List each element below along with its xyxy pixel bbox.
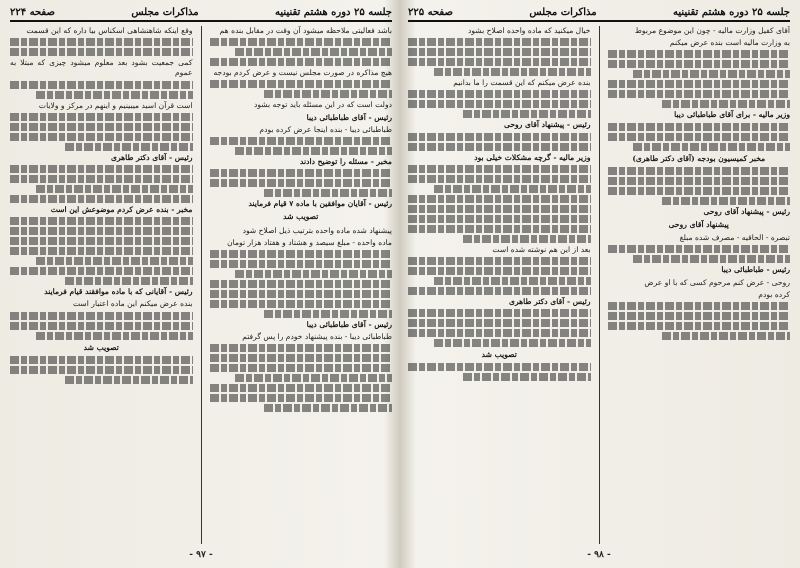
right-title: مذاکرات مجلس <box>529 6 597 18</box>
text-line: روحی - عرض کنم مرحوم کسی که با او عرض <box>644 277 790 287</box>
text-line: کرده بودم <box>758 289 790 299</box>
text-line: خیال میکنید که ماده واحده اصلاح بشود <box>468 26 591 35</box>
text-line: تبصره - الحاقیه - مصرف شده مبلغ <box>679 233 790 243</box>
speaker-line: رئیس - طباطبائی دیبا <box>721 265 790 275</box>
text-line: طباطبائی دیبا - بنده اینجا عرض کرده بودم <box>259 124 392 134</box>
vote-result: تصویب شد <box>481 350 517 360</box>
text-line: کمی جمعیت بشود بعد معلوم میشود چیزی که مبتلا به عموم <box>10 58 193 78</box>
right-page-columns <box>408 26 790 544</box>
right-page-column-left <box>408 26 591 544</box>
right-page-column-right <box>608 26 791 544</box>
left-page-column-right <box>210 26 393 544</box>
speaker-line: وزیر مالیه - برای آقای طباطبائی دیبا <box>674 110 790 120</box>
vote-result: تصویب شد <box>283 212 319 222</box>
left-page <box>4 4 398 564</box>
text-line: ماده واحده - مبلغ سیصد و هشتاد و هفتاد هزار تومان <box>227 237 392 247</box>
speaker-line: رئیس - پیشنهاد آقای روحی <box>503 120 591 130</box>
right-page <box>402 4 796 564</box>
text-line: دولت است که در این مسئله باید توجه بشود <box>253 100 392 110</box>
speaker-line: رئیس - آقای طباطبائی دیبا <box>306 112 392 122</box>
left-page-label: صفحه ۲۲۴ <box>10 6 55 18</box>
speaker-line: مخبر - مسئله را توضیح دادند <box>300 157 392 167</box>
left-page-header <box>10 4 392 22</box>
speaker-line: رئیس - آقایان موافقین با ماده ۷ قیام فرمایند <box>248 199 392 209</box>
speaker-line: رئیس - آقای دکتر طاهری <box>111 152 193 162</box>
text-line: بعد از این هم نوشته شده است <box>492 244 591 254</box>
text-line: است قرآن اسید میبینیم و اینهم در مرکز و ولایات <box>38 100 193 110</box>
vote-result: تصویب شد <box>83 342 119 352</box>
text-line: باشد فعالیتی ملاحظه میشود آن وقت در مقابل بنده هم <box>219 26 392 35</box>
text-line: بنده عرض میکنم این ماده اعتبار است <box>72 299 193 309</box>
section-heading: مخبر کمیسیون بودجه (آقای دکتر طاهری) <box>632 153 766 163</box>
text-line: آقای کفیل وزارت مالیه - چون این موضوع مربوط <box>634 26 790 35</box>
left-title: مذاکرات مجلس <box>131 6 199 18</box>
text-line: طباطبائی دیبا - بنده پیشنهاد خودم را پس گرفتم <box>242 332 392 342</box>
right-page-number: - ۹۸ - <box>587 550 611 560</box>
section-heading: پیشنهاد آقای روحی <box>668 220 729 230</box>
right-session-label: جلسه ۲۵ دوره هشتم تقنینیه <box>673 6 790 18</box>
speaker-line: وزیر مالیه - گرچه مشکلات خیلی بود <box>474 152 591 162</box>
right-page-label: صفحه ۲۲۵ <box>408 6 453 18</box>
text-line: وقع اینکه شاهنشاهی اسکناس بیا داره که این قسمت <box>26 26 193 35</box>
speaker-line: رئیس - آقای طباطبائی دیبا <box>306 320 392 330</box>
speaker-line: رئیس - آقای دکتر طاهری <box>509 297 591 307</box>
speaker-line: رئیس - آقایانی که با ماده موافقند قیام فرمایند <box>44 287 193 297</box>
text-line: هیچ مذاکره در صورت مجلس نیست و عرض کردم بودجه <box>213 68 392 78</box>
text-line: پیشنهاد شده ماده واحده بترتیب ذیل اصلاح شود <box>242 225 392 235</box>
column-divider <box>201 26 202 544</box>
speaker-line: رئیس - پیشنهاد آقای روحی <box>703 206 790 216</box>
text-line: به وزارت مالیه است بنده عرض میکنم <box>669 38 790 48</box>
left-session-label: جلسه ۲۵ دوره هشتم تقنینیه <box>275 6 392 18</box>
left-page-number: - ۹۷ - <box>189 550 213 560</box>
right-page-header <box>408 4 790 22</box>
left-page-columns <box>10 26 392 544</box>
column-divider <box>599 26 600 544</box>
left-page-column-left <box>10 26 193 544</box>
text-line: بنده عرض میکنم که این قسمت را ما بدانیم <box>453 78 591 88</box>
speaker-line: مخبر - بنده عرض کردم موضوعش این است <box>50 205 193 215</box>
